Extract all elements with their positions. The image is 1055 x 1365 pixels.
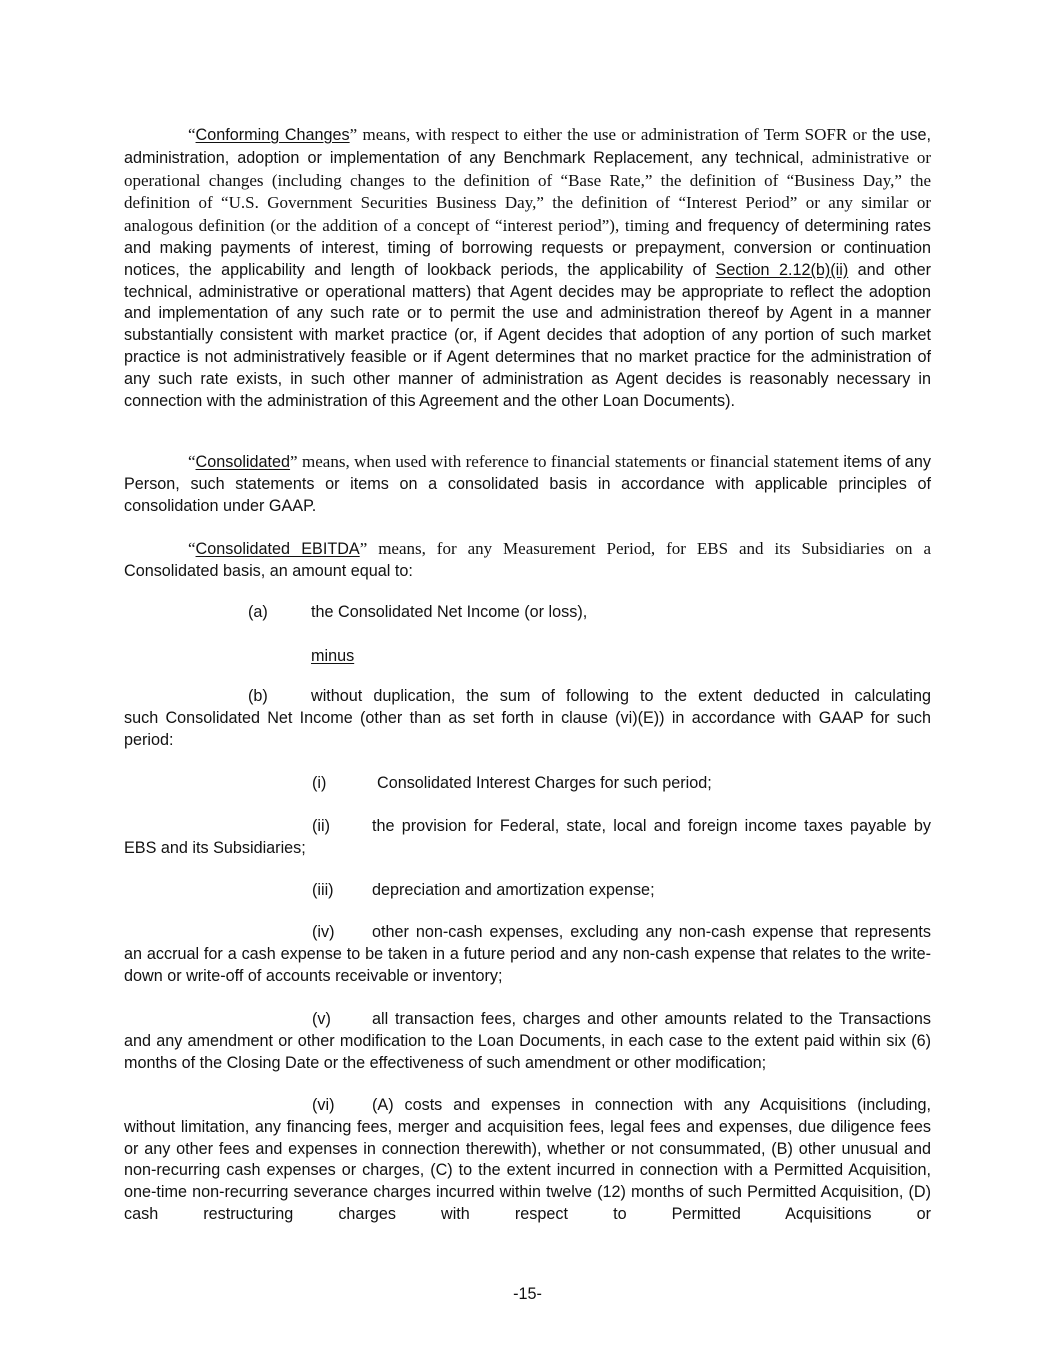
definition-consolidated xyxy=(124,451,931,517)
close-quote: ” xyxy=(359,539,368,558)
item-vi xyxy=(124,1095,931,1226)
definition-text: means, for any Measurement Period, for EBS and its Subsidiaries on a xyxy=(367,539,931,558)
definition-conforming-changes xyxy=(124,124,931,412)
definition-text: means, with respect to either the use or administration of Term SOFR or xyxy=(357,125,867,144)
definition-text: items of any Person, such statements or items on a consolidated basis in accordance with applicable principles of consolidation under GAAP. xyxy=(124,453,931,515)
clause-b-first-line: without duplication, the sum of following to the extent deducted in calculating xyxy=(311,687,931,705)
item-iv-label: (iv) xyxy=(312,923,335,941)
item-ii-first-line: the provision for Federal, state, local and foreign income taxes payable by xyxy=(372,817,931,835)
item-vi-first-line: (A) costs and expenses in connection with any Acquisitions (including, xyxy=(372,1096,931,1114)
item-vi-rest: without limitation, any financing fees, merger and acquisition fees, legal fees and expenses, due diligence fees or any other fees and expenses in connection therewith), whether or not consummated, (B) other unusual and non-recurring cash expenses or charges, (C) to the extent incurred in connection with a Permitted Acquisition, one-time non-recurring severance charges incurred within twelve (12) months of such Permitted Acquisition, (D) cash restructuring charges with respect to Permitted Acquisitions or xyxy=(124,1117,931,1223)
clause-a-text: the Consolidated Net Income (or loss), xyxy=(311,603,588,621)
definition-text: and frequency of determining rates and making payments of interest, timing of borrowing requests or prepayment, conversion or continuation notices, the applicability and length of lookback periods, the applicability of xyxy=(124,217,931,279)
item-v-label: (v) xyxy=(312,1010,331,1028)
open-quote: “ xyxy=(188,125,196,144)
item-i-text: Consolidated Interest Charges for such period; xyxy=(377,774,712,792)
clause-b-label: (b) xyxy=(248,687,268,705)
definition-text: the use, administration, adoption or implementation of any Benchmark Replacement, any technical, xyxy=(124,126,931,167)
clause-a-label: (a) xyxy=(248,603,268,621)
item-v xyxy=(124,1009,931,1074)
item-iii-text: depreciation and amortization expense; xyxy=(372,881,655,899)
minus-text: minus xyxy=(311,647,355,665)
item-vi-label: (vi) xyxy=(312,1096,335,1114)
close-quote: ” xyxy=(349,125,358,144)
clause-b-rest: such Consolidated Net Income (other than as set forth in clause (vi)(E)) in accordance with GAAP for such period: xyxy=(124,708,931,749)
definition-text: administrative or operational changes (including changes to the definition of “Base Rate,” the definition of “Business Day,” the definition of “U.S. Government Securities Business Day,” the definition of “Interest Period” or any similar or analogous definition (or the addition of a concept of “interest period”), timing xyxy=(124,147,931,236)
clause-b xyxy=(124,686,931,751)
item-i-label: (i) xyxy=(312,774,327,792)
definition-text: Consolidated basis, an amount equal to: xyxy=(124,561,413,580)
definition-consolidated-ebitda xyxy=(124,538,931,583)
item-ii xyxy=(124,816,931,860)
page-number: -15- xyxy=(513,1285,542,1303)
item-iv-rest: an accrual for a cash expense to be taken in a future period and any non-cash expense that relates to the write-down or write-off of accounts receivable or inventory; xyxy=(124,944,931,985)
item-iv xyxy=(124,922,931,987)
definition-text: and other technical, administrative or operational matters) that Agent decides may be appropriate to reflect the adoption and implementation of any such rate or to permit the use and administration thereof by Agent in a manner substantially consistent with market practice (or, if Agent decides that adoption of any portion of such market practice is not administratively feasible or if Agent determines that no market practice for the administration of any such rate exists, in such other manner of administration as Agent decides is reasonably necessary in connection with the administration of this Agreement and the other Loan Documents). xyxy=(124,260,931,410)
open-quote: “ xyxy=(188,539,196,558)
section-reference: Section 2.12(b)(ii) xyxy=(715,260,849,279)
item-iii-label: (iii) xyxy=(312,881,334,899)
defined-term: Consolidated EBITDA xyxy=(195,540,360,558)
open-quote: “ xyxy=(188,452,196,471)
item-v-first-line: all transaction fees, charges and other amounts related to the Transactions xyxy=(372,1010,931,1028)
close-quote: ” xyxy=(290,452,298,471)
definition-text: means, when used with reference to financial statements or financial statement xyxy=(297,452,839,471)
defined-term: Consolidated xyxy=(195,453,291,471)
defined-term: Conforming Changes xyxy=(195,126,350,144)
item-ii-rest: EBS and its Subsidiaries; xyxy=(124,838,306,857)
item-iv-first-line: other non-cash expenses, excluding any non-cash expense that represents xyxy=(372,923,931,941)
item-ii-label: (ii) xyxy=(312,817,330,835)
item-v-rest: and any amendment or other modification to the Loan Documents, in each case to the extent paid within six (6) months of the Closing Date or the effectiveness of such amendment or other modification; xyxy=(124,1031,931,1072)
